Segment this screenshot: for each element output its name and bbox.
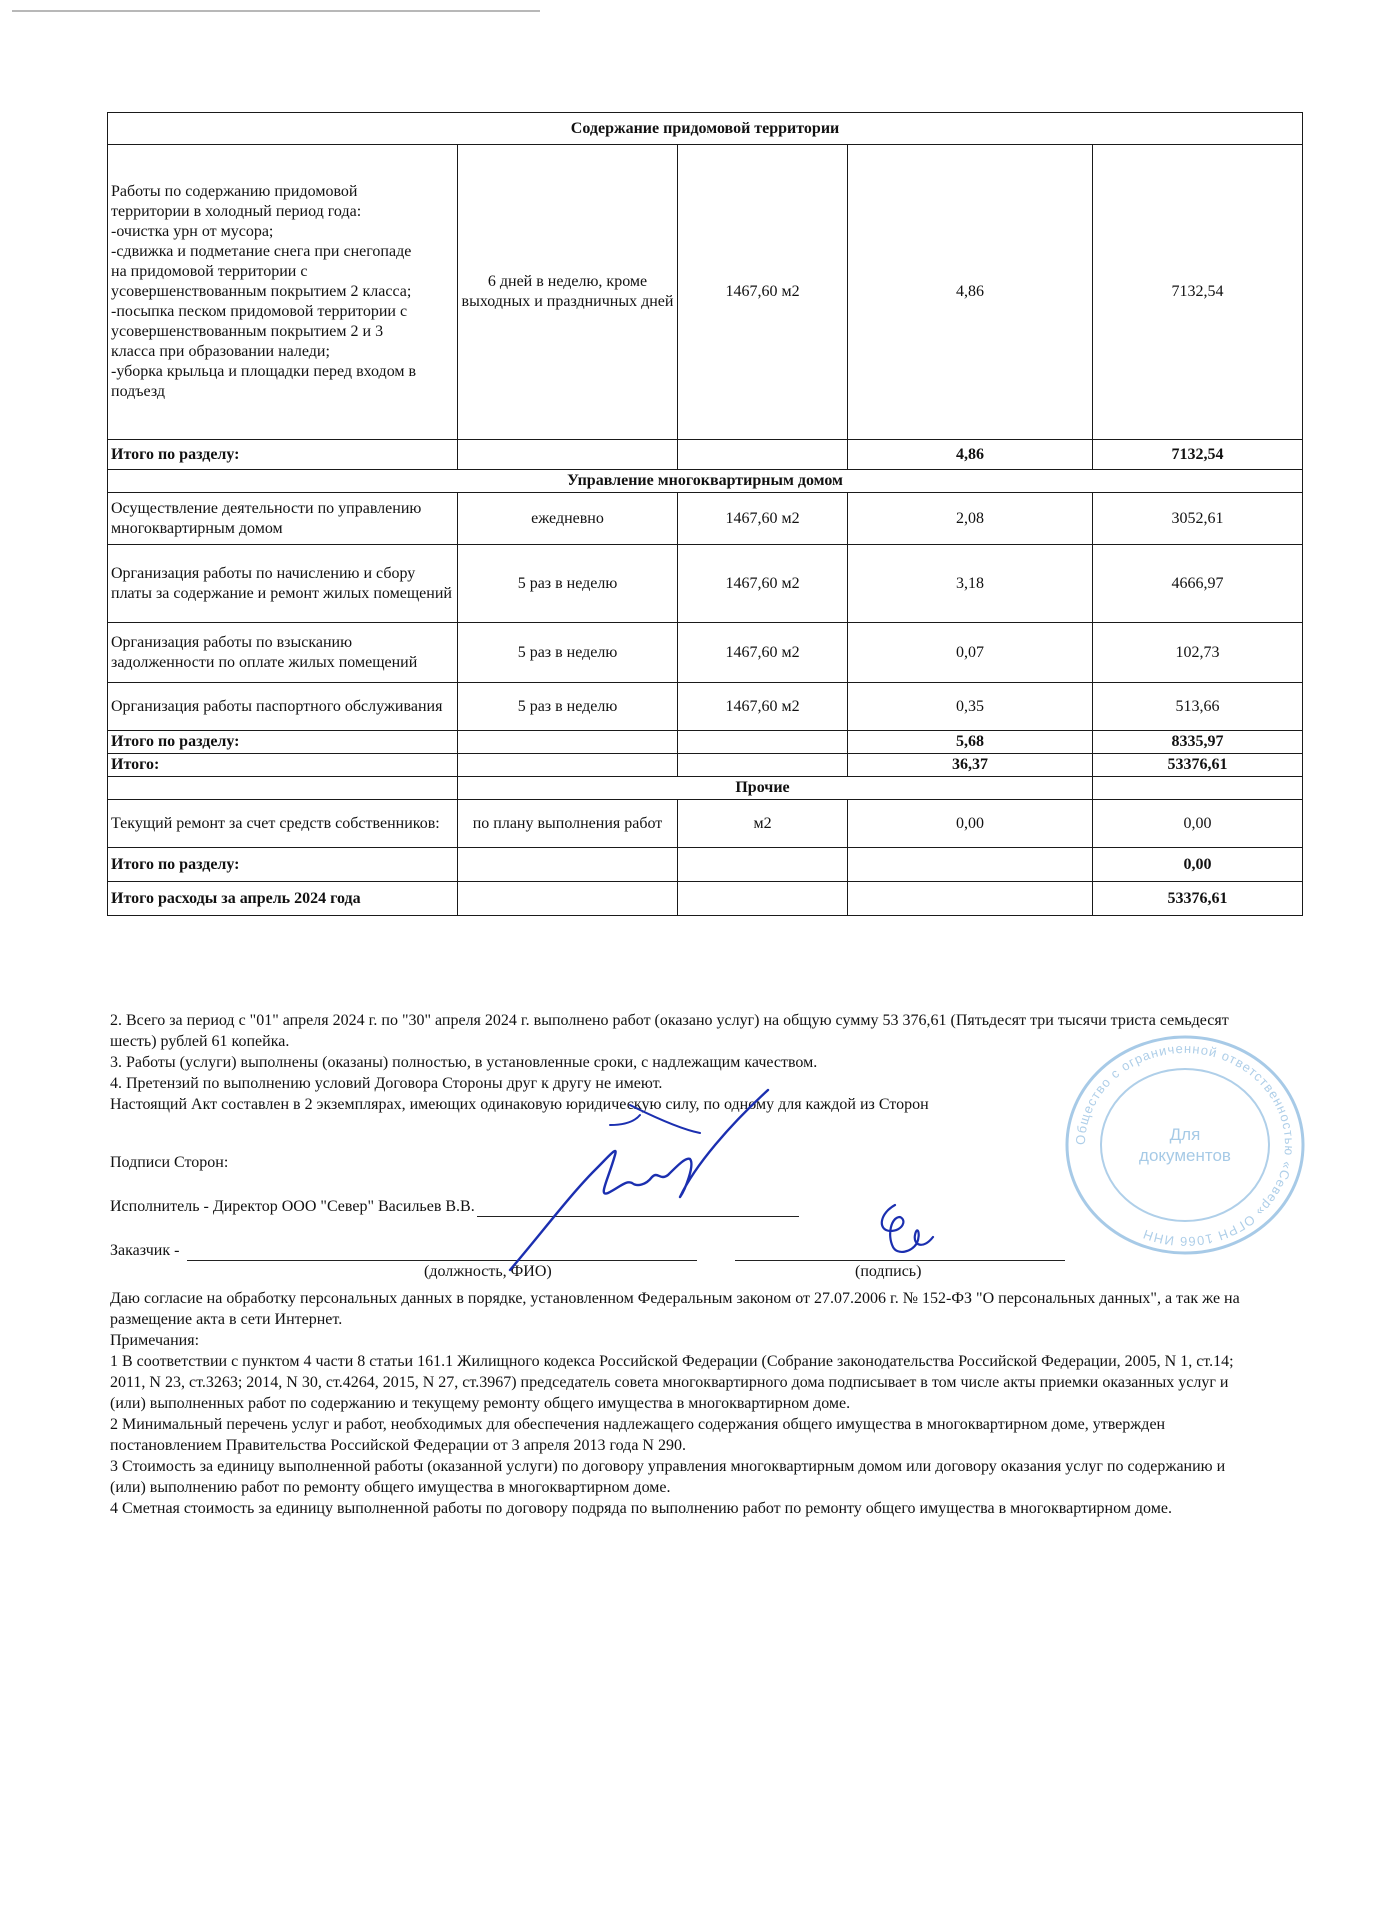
table-row — [108, 623, 1303, 683]
total-label: Итого: — [108, 754, 458, 777]
executor-line — [110, 1195, 1260, 1217]
frequency-cell: 5 раз в неделю — [458, 545, 678, 623]
service-line: класса при образовании наледи; — [111, 343, 330, 360]
frequency-cell: 5 раз в неделю — [458, 623, 678, 683]
empty-cell — [678, 882, 848, 916]
rate-cell: 4,86 — [848, 145, 1093, 440]
empty-cell — [848, 848, 1093, 882]
area-cell: 1467,60 м2 — [678, 145, 848, 440]
service-line: Работы по содержанию придомовой — [111, 183, 358, 200]
sum-cell: 0,00 — [1093, 848, 1303, 882]
executor-signature-line — [477, 1200, 799, 1217]
executor-label: Исполнитель - Директор ООО "Север" Васильев В.В. — [110, 1198, 475, 1215]
sum-cell: 8335,97 — [1093, 731, 1303, 754]
customer-label: Заказчик - — [110, 1242, 180, 1259]
empty-cell — [108, 777, 458, 800]
service-line: на придомовой территории с — [111, 263, 308, 280]
paragraph-quality: 3. Работы (услуги) выполнены (оказаны) полностью, в установленные сроки, с надлежащим качеством. — [110, 1054, 818, 1071]
customer-position-line — [187, 1244, 697, 1261]
signatures-heading: Подписи Сторон: — [110, 1154, 229, 1171]
signature-captions — [110, 1261, 1260, 1281]
caption-position: (должность, ФИО) — [424, 1263, 552, 1280]
paragraph-no-claims: 4. Претензий по выполнению условий Договора Стороны друг к другу не имеют. — [110, 1075, 663, 1092]
table-row — [108, 545, 1303, 623]
empty-cell — [458, 731, 678, 754]
customer-line — [110, 1239, 1260, 1261]
table-row — [108, 800, 1303, 848]
service-name-cell: Организация работы паспортного обслуживания — [108, 683, 458, 731]
table-row — [108, 493, 1303, 545]
service-line: усовершенствованным покрытием 2 и 3 — [111, 323, 384, 340]
act-paragraphs — [110, 1010, 1260, 1115]
service-line: усовершенствованным покрытием 2 класса; — [111, 283, 412, 300]
service-line: -посыпка песком придомовой территории с — [111, 303, 408, 320]
sum-cell: 3052,61 — [1093, 493, 1303, 545]
empty-cell — [458, 848, 678, 882]
customer-signature-line — [735, 1244, 1065, 1261]
service-name-cell: Организация работы по начислению и сбору платы за содержание и ремонт жилых помещений — [108, 545, 458, 623]
empty-cell — [458, 440, 678, 470]
sum-cell: 7132,54 — [1093, 145, 1303, 440]
service-line: -очистка урн от мусора; — [111, 223, 274, 240]
frequency-cell: 6 дней в неделю, кроме выходных и праздничных дней — [458, 145, 678, 440]
paragraph-copies: Настоящий Акт составлен в 2 экземплярах, имеющих одинаковую юридическую силу, по одному для каждой из Сторон — [110, 1096, 929, 1113]
area-cell: 1467,60 м2 — [678, 545, 848, 623]
empty-cell — [678, 731, 848, 754]
caption-signature: (подпись) — [855, 1263, 922, 1280]
empty-cell — [678, 754, 848, 777]
sum-cell: 53376,61 — [1093, 754, 1303, 777]
rate-cell: 36,37 — [848, 754, 1093, 777]
service-name-cell: Организация работы по взысканию задолженности по оплате жилых помещений — [108, 623, 458, 683]
stamp-text-1: Для — [1169, 1125, 1201, 1144]
section-title: Прочие — [678, 777, 848, 800]
service-name-cell: Осуществление деятельности по управлению многоквартирным домом — [108, 493, 458, 545]
section-header-management — [108, 470, 1303, 493]
area-cell: 1467,60 м2 — [678, 493, 848, 545]
services-table — [107, 112, 1303, 916]
section-total-row — [108, 731, 1303, 754]
stamp-text-2: документов — [1139, 1146, 1231, 1165]
empty-cell — [458, 882, 678, 916]
sum-cell: 4666,97 — [1093, 545, 1303, 623]
top-scan-rule — [12, 10, 540, 12]
rate-cell: 2,08 — [848, 493, 1093, 545]
empty-cell — [848, 777, 1093, 800]
area-cell: 1467,60 м2 — [678, 683, 848, 731]
empty-cell — [678, 848, 848, 882]
note-item: 2 Минимальный перечень услуг и работ, необходимых для обеспечения надлежащего содержания общего имущества в многоквартирном доме, утвержден постановлением Правительства Российской Федерации от 3 апреля 2013 года N 290. — [110, 1416, 1166, 1454]
consent-text: Даю согласие на обработку персональных данных в порядке, установленном Федеральным законом от 27.07.2006 г. № 152-ФЗ "О персональных данных", а так же на размещение акта в сети Интернет. — [110, 1290, 1240, 1328]
sum-cell: 102,73 — [1093, 623, 1303, 683]
expenses-total-row — [108, 882, 1303, 916]
area-cell: м2 — [678, 800, 848, 848]
note-item: 3 Стоимость за единицу выполненной работы (оказанной услуги) по договору управления многоквартирным домом или договору оказания услуг по содержанию и (или) выполнению работ по ремонту общего имущества в многоквартирном доме. — [110, 1458, 1226, 1496]
area-cell: 1467,60 м2 — [678, 623, 848, 683]
section-title: Содержание придомовой территории — [108, 113, 1303, 145]
sum-cell: 513,66 — [1093, 683, 1303, 731]
sum-cell: 7132,54 — [1093, 440, 1303, 470]
grand-total-row — [108, 754, 1303, 777]
service-line: -сдвижка и подметание снега при снегопаде — [111, 243, 412, 260]
sum-cell: 53376,61 — [1093, 882, 1303, 916]
total-label: Итого расходы за апрель 2024 года — [108, 882, 458, 916]
service-line: подъезд — [111, 383, 165, 400]
table-row — [108, 683, 1303, 731]
note-item: 4 Сметная стоимость за единицу выполненной работы по договору подряда по выполнению работ по ремонту общего имущества в многоквартирном доме. — [110, 1500, 1172, 1517]
service-name-cell — [108, 145, 458, 440]
section-title: Управление многоквартирным домом — [108, 470, 1303, 493]
note-item: 1 В соответствии с пунктом 4 части 8 статьи 161.1 Жилищного кодекса Российской Федерации (Собрание законодательства Российской Федерации, 2005, N 1, ст.14; 2011, N 23, ст.3263; 2014, N 30, ст.4264, 2015, N 27, ст.3967) председатель совета многоквартирного дома подписывает в том числе акты приемки оказанных услуг и (или) выполненных работ по содержанию и текущему ремонту общего имущества в многоквартирном доме. — [110, 1353, 1234, 1412]
section-total-row — [108, 848, 1303, 882]
rate-cell: 4,86 — [848, 440, 1093, 470]
section-total-row — [108, 440, 1303, 470]
frequency-cell: ежедневно — [458, 493, 678, 545]
empty-cell — [458, 777, 678, 800]
consent-and-notes — [110, 1288, 1260, 1519]
total-label: Итого по разделу: — [108, 440, 458, 470]
service-name-cell: Текущий ремонт за счет средств собственников: — [108, 800, 458, 848]
empty-cell — [458, 754, 678, 777]
rate-cell: 0,35 — [848, 683, 1093, 731]
rate-cell: 0,07 — [848, 623, 1093, 683]
stamp-ring-text: Общество с ограниченной ответственностью «Север» ОГРН 1066 ИНН — [1072, 1040, 1298, 1250]
section-header-territory — [108, 113, 1303, 145]
section-header-other — [108, 777, 1303, 800]
frequency-cell: 5 раз в неделю — [458, 683, 678, 731]
empty-cell — [678, 440, 848, 470]
table-row — [108, 145, 1303, 440]
rate-cell: 0,00 — [848, 800, 1093, 848]
sum-cell: 0,00 — [1093, 800, 1303, 848]
paragraph-total-amount: 2. Всего за период с "01" апреля 2024 г. по "30" апреля 2024 г. выполнено работ (оказано услуг) на общую сумму 53 376,61 (Пятьдесят три тысячи триста семьдесят шесть) рублей 61 копейка. — [110, 1012, 1229, 1050]
empty-cell — [1093, 777, 1303, 800]
service-line: территории в холодный период года: — [111, 203, 362, 220]
notes-heading: Примечания: — [110, 1332, 200, 1349]
empty-cell — [848, 882, 1093, 916]
total-label: Итого по разделу: — [108, 731, 458, 754]
total-label: Итого по разделу: — [108, 848, 458, 882]
service-line: -уборка крыльца и площадки перед входом в — [111, 363, 417, 380]
signatures-block — [110, 1152, 1260, 1281]
rate-cell: 5,68 — [848, 731, 1093, 754]
rate-cell: 3,18 — [848, 545, 1093, 623]
frequency-cell: по плану выполнения работ — [458, 800, 678, 848]
